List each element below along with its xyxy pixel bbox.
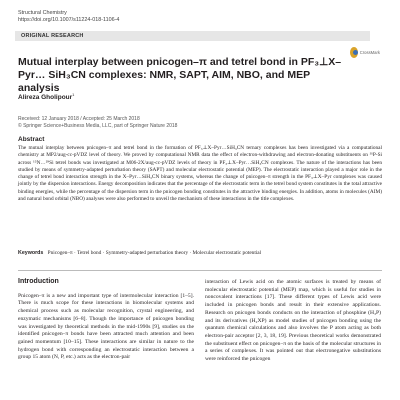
body-column-right <box>205 279 381 364</box>
keyword-item: · Symmetry-adapted perturbation theory <box>101 250 188 256</box>
body-column-left <box>18 278 194 362</box>
crossmark-badge[interactable] <box>350 45 380 59</box>
copyright-line: © Springer Science+Business Media, LLC, part of Springer Nature 2018 <box>18 122 178 129</box>
article-type-label: ORIGINAL RESEARCH <box>21 32 84 39</box>
doi-link[interactable]: https://doi.org/10.1007/s11224-018-1106-4 <box>18 17 120 23</box>
author-name[interactable]: Alireza Gholipour <box>18 94 73 102</box>
journal-header <box>18 10 119 24</box>
crossmark-label: CrossMark <box>359 49 380 55</box>
article-title: Mutual interplay between pnicogen–π and tetrel bond in PF₃⊥X–Pyr… SiH₃CN complexes: NMR, SAPT, AIM, NBO, and MEP analysis <box>18 56 342 94</box>
keywords-label: Keywords <box>18 250 44 256</box>
keywords-line <box>18 250 382 256</box>
author-line <box>18 92 74 101</box>
abstract-heading: Abstract <box>18 136 45 143</box>
crossmark-icon <box>350 47 358 58</box>
introduction-paragraph: Pnicogen–π is a new and important type of intermolecular interaction [1–5]. There is much scope for these interactions in biomolecular systems and chemical process such as molecular recognition, crystal engineering, and enzymatic mechanisms [6–8]. Though the importance of pnicogen bonding was investigated by theoretical methods in the mid-1990s [9], studies on the identified pnicogen–π bonds have been attracted much attention and been gained momentum [10–15]. These interactions are similar in nature to the hydrogen bond with corresponding an electrostatic interaction between a group 15 atom (N, P, etc.) acts as the electron-pair <box>18 292 194 361</box>
section-divider <box>18 270 382 271</box>
affiliation-mark[interactable]: 1 <box>72 92 75 97</box>
keyword-item: · Molecular electrostatic potential <box>188 250 261 256</box>
keyword-item: · Tetrel bond <box>73 250 102 256</box>
keyword-item: Pnicogen–π <box>47 250 73 256</box>
introduction-continued-paragraph: interaction of Lewis acid on the atomic surfaces is treated by means of molecular electrostatic potential (MEP) map, which is useful for studies in noncovalent interactions [17]. These different types of Lewis acid were included in pnicogen bonds and result in their extensive applications. Research on pnicogen bonds conducts on the interaction of phosphine (H₃P) and its derivatives (H₂XP) as model studies of pnicogen bonding using the quantum chemical calculations and also involves the P atom acting as both electron-pair acceptor [2, 3, 18, 19]. Previous theoretical works demonstrated the substituent effect on pnicogen–π on the basis of the molecular structures in a series of complexes. It was pointed out that electronegative substitutions were reinforced the pnicogen <box>205 279 381 363</box>
publication-dates <box>18 116 177 129</box>
journal-name: Structural Chemistry <box>18 10 67 16</box>
received-accepted-dates: Received: 12 January 2018 / Accepted: 25 March 2018 <box>18 116 140 122</box>
abstract-text: The mutual interplay between pnicogen–π and tetrel bond in the formation of PF₃⊥X–Pyr…SiH₃CN ternary complexes has been investigated via a computational chemistry at MP2/aug-cc-pVDZ level of theory. We proved by computational NMR data the effect of electron-withdrawing and electron-donating substituents on ³¹P-Si across ¹⁵N…²⁹Si tetrel bonds was investigated at M06-2X/aug-cc-pVDZ levels of theory in PF₃⊥X–Pyr…SiH₃CN complexes. The nature of the interactions has been studied by means of symmetry-adapted perturbation theory (SAPT) and molecular electrostatic potential (MEP). The electrostatic interaction played a major role in the change of tetrel bond interaction strength in the X–Pyr…SiH₃CN binary systems, whereas the change of pnicogen–π strength in the PF₃⊥X–Pyr complexes was caused jointly by the dispersion interactions. Energy decomposition indicates that the percentage of the electrostatic term in the tetrel bond system constitutes in the total attractive binding energies, while the percentage of the dispersion term in the pnicogen bonding constitutes in the attractive binding energies. In addition, atoms in molecules (AIM) and natural bond orbital (NBO) analyses were also performed to unveil the mechanism of these interactions in the title complexes. <box>18 145 382 203</box>
article-type-bar <box>15 31 370 41</box>
keyword-list <box>48 250 261 256</box>
introduction-heading: Introduction <box>18 278 59 285</box>
